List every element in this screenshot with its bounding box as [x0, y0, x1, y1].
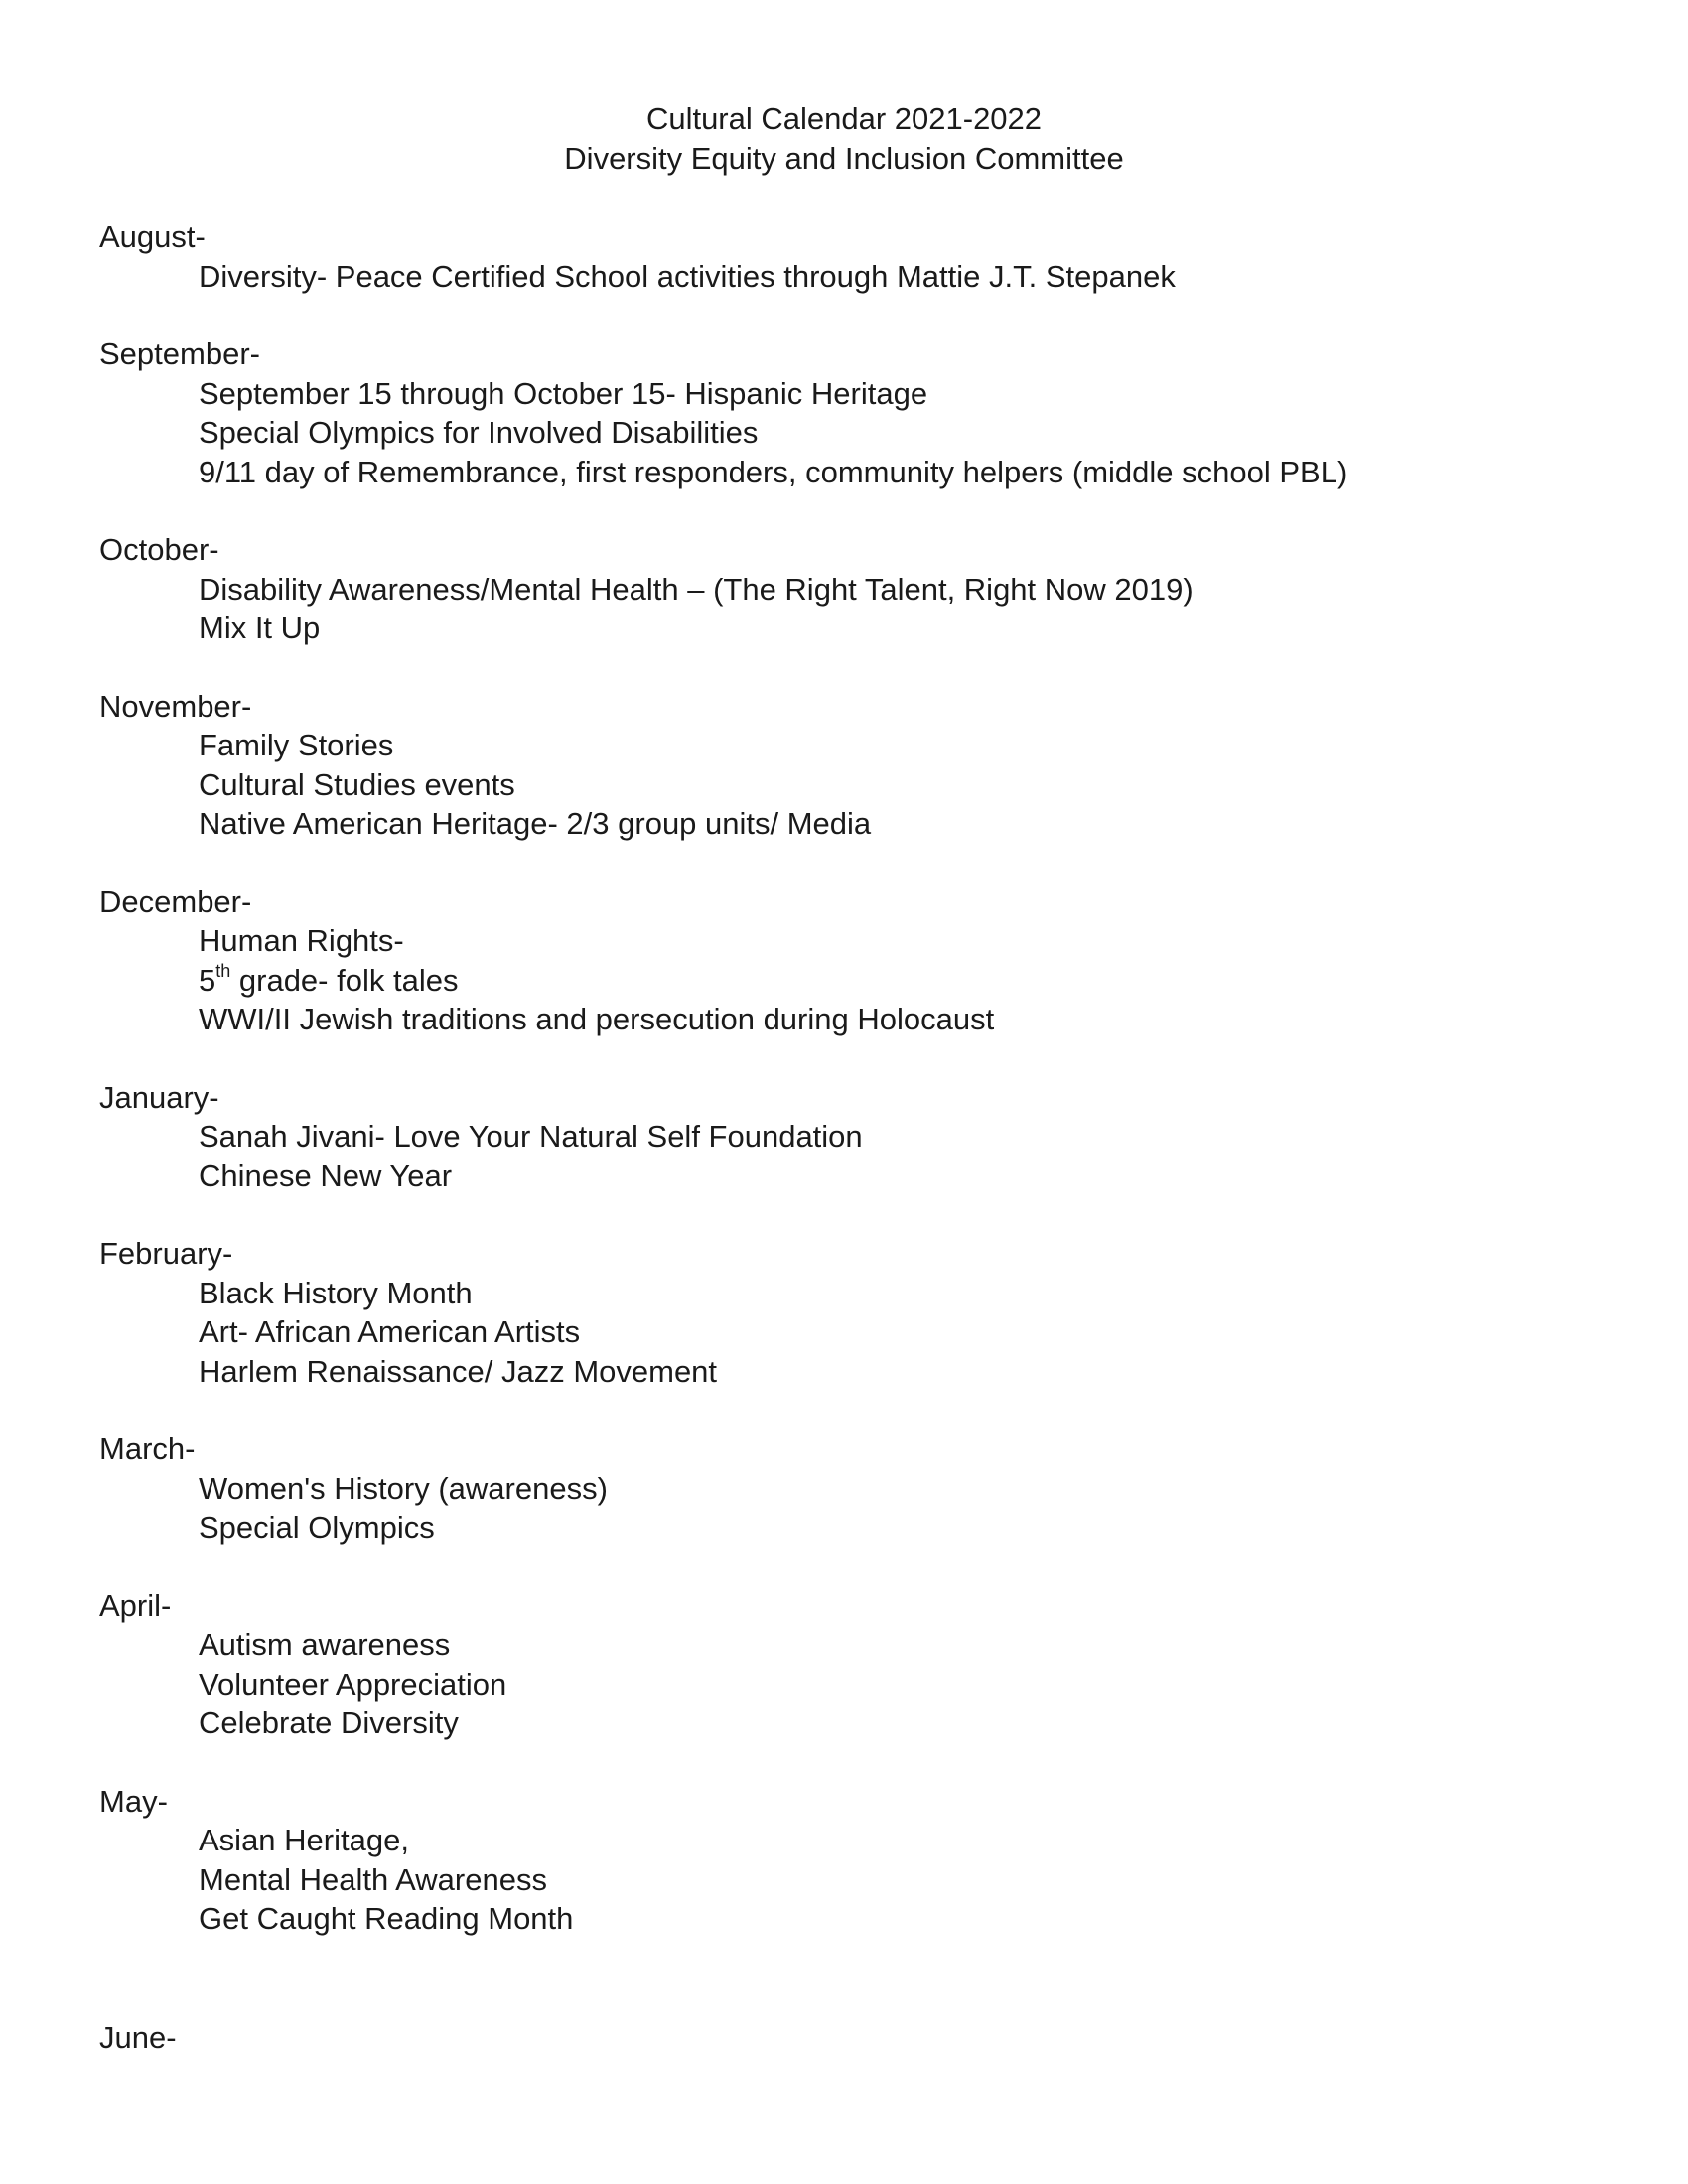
month-label: February- — [99, 1236, 233, 1271]
month-november — [99, 687, 1609, 844]
month-items — [99, 1274, 1609, 1392]
month-items — [99, 570, 1609, 648]
document-subtitle: Diversity Equity and Inclusion Committee — [564, 141, 1124, 176]
list-item: Disability Awareness/Mental Health – (The Right Talent, Right Now 2019) — [199, 571, 1194, 607]
list-item: Mix It Up — [199, 611, 321, 645]
grade-ordinal-suffix: th — [215, 961, 231, 982]
list-item-grade — [199, 961, 1609, 1001]
list-item: Asian Heritage, — [199, 1823, 409, 1857]
month-label: January- — [99, 1079, 219, 1115]
grade-item-text: grade- folk tales — [238, 962, 459, 998]
month-october — [99, 530, 1609, 648]
month-list — [99, 217, 1609, 2096]
list-item: Celebrate Diversity — [199, 1706, 459, 1740]
month-label: December- — [99, 884, 252, 919]
month-january — [99, 1078, 1609, 1196]
list-item: Art- African American Artists — [199, 1314, 581, 1349]
list-item: Diversity- Peace Certified School activities through Mattie J.T. Stepanek — [199, 258, 1176, 294]
list-item: Cultural Studies events — [199, 766, 515, 802]
month-label: May- — [99, 1783, 168, 1819]
list-item: Harlem Renaissance/ Jazz Movement — [199, 1353, 718, 1389]
month-label: October- — [99, 532, 219, 567]
month-items — [99, 1469, 1609, 1548]
month-items — [99, 1117, 1609, 1195]
month-august — [99, 217, 1609, 296]
month-label: August- — [99, 219, 206, 254]
list-item: WWI/II Jewish traditions and persecution during Holocaust — [199, 1002, 995, 1036]
list-item: Get Caught Reading Month — [199, 1901, 574, 1936]
list-item: 9/11 day of Remembrance, first responders, community helpers (middle school PBL) — [199, 454, 1348, 489]
month-march — [99, 1430, 1609, 1548]
list-item: Black History Month — [199, 1275, 473, 1310]
month-items — [99, 921, 1609, 1039]
month-items — [99, 374, 1609, 492]
list-item: Volunteer Appreciation — [199, 1666, 507, 1702]
list-item: Autism awareness — [199, 1627, 451, 1662]
list-item: Mental Health Awareness — [199, 1861, 547, 1897]
document-header — [0, 99, 1688, 179]
month-september — [99, 335, 1609, 491]
month-february — [99, 1234, 1609, 1391]
month-april — [99, 1586, 1609, 1743]
list-item: Chinese New Year — [199, 1158, 453, 1193]
list-item: Sanah Jivani- Love Your Natural Self Foundation — [199, 1119, 863, 1154]
list-item: Women's History (awareness) — [199, 1470, 608, 1506]
list-item: Human Rights- — [199, 923, 404, 958]
month-items — [99, 726, 1609, 844]
list-item: Special Olympics for Involved Disabilities — [199, 415, 759, 450]
document-title: Cultural Calendar 2021-2022 — [645, 101, 1043, 136]
month-label: November- — [99, 688, 252, 724]
month-december — [99, 883, 1609, 1039]
month-label: September- — [99, 337, 260, 371]
list-item: Native American Heritage- 2/3 group units/ Media — [199, 806, 872, 841]
month-june — [99, 2018, 1609, 2058]
month-items — [99, 1625, 1609, 1743]
month-label: June- — [99, 2019, 177, 2055]
list-item: Family Stories — [199, 728, 394, 762]
month-items — [99, 257, 1609, 297]
month-label: March- — [99, 1432, 196, 1466]
list-item: September 15 through October 15- Hispanic Heritage — [199, 375, 928, 411]
month-items — [99, 1821, 1609, 1939]
list-item: Special Olympics — [199, 1510, 435, 1545]
month-may — [99, 1782, 1609, 1939]
month-label: April- — [99, 1587, 172, 1623]
grade-number: 5 — [199, 962, 216, 998]
